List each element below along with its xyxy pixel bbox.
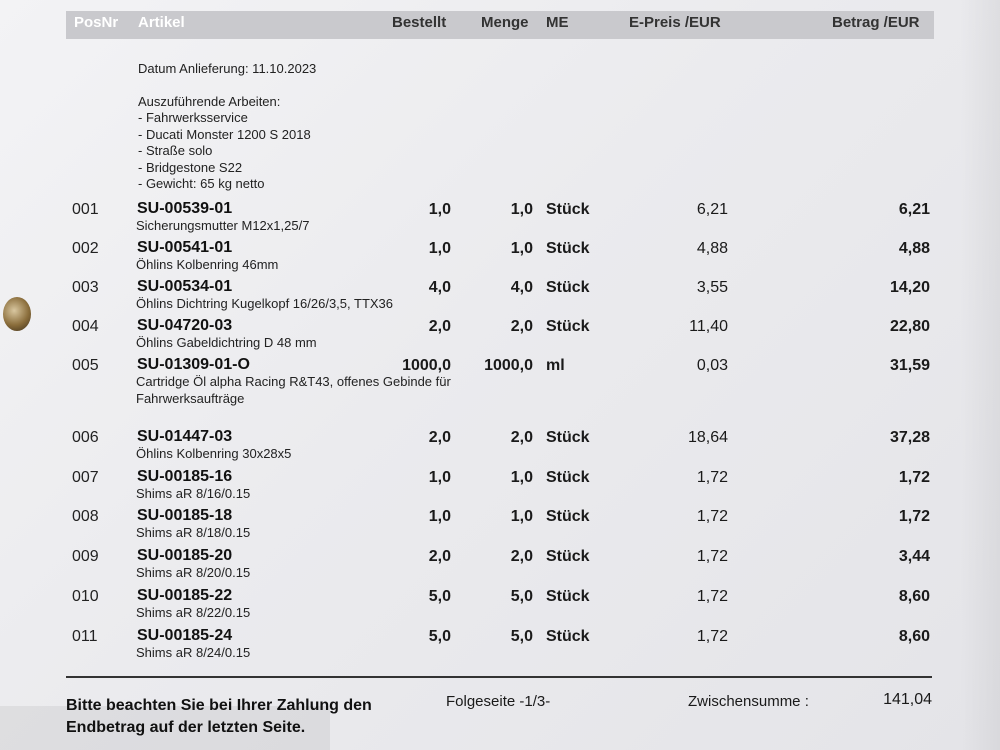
works-item: - Straße solo [138, 143, 213, 158]
row-menge: 1,0 [510, 240, 533, 257]
row-pos: 005 [72, 357, 99, 374]
row-desc: Shims aR 8/24/0.15 [136, 645, 251, 660]
works-item: - Gewicht: 65 kg netto [138, 176, 265, 191]
row-pos: 002 [72, 240, 99, 257]
payment-note [66, 695, 426, 739]
punch-hole [3, 297, 31, 331]
row-me: Stück [546, 588, 590, 605]
footer-divider [66, 676, 932, 678]
row-pos: 009 [72, 548, 99, 565]
row-betrag: 4,88 [898, 240, 930, 257]
row-pos: 010 [72, 588, 99, 605]
row-desc: Sicherungsmutter M12x1,25/7 [136, 218, 310, 233]
row-bestellt: 1,0 [428, 240, 451, 257]
row-code: SU-00534-01 [137, 278, 233, 295]
row-bestellt: 5,0 [428, 628, 451, 645]
row-betrag: 31,59 [889, 357, 930, 374]
row-desc: Öhlins Kolbenring 30x28x5 [136, 446, 292, 461]
row-me: Stück [546, 201, 590, 218]
payment-note-line: Endbetrag auf der letzten Seite. [66, 719, 306, 736]
row-desc: Öhlins Dichtring Kugelkopf 16/26/3,5, TTX36 [136, 296, 394, 311]
works-item: - Fahrwerksservice [138, 110, 248, 125]
row-bestellt: 2,0 [428, 318, 451, 335]
row-pos: 003 [72, 279, 99, 296]
row-pos: 006 [72, 429, 99, 446]
row-preis: 0,03 [696, 357, 728, 374]
row-me: Stück [546, 628, 590, 645]
row-me: Stück [546, 469, 590, 486]
row-desc: Shims aR 8/16/0.15 [136, 486, 251, 501]
row-menge: 5,0 [510, 588, 533, 605]
row-code: SU-01447-03 [137, 428, 233, 445]
row-bestellt: 2,0 [428, 429, 451, 446]
row-preis: 1,72 [696, 469, 728, 486]
row-menge: 5,0 [510, 628, 533, 645]
row-preis: 6,21 [696, 201, 728, 218]
row-pos: 001 [72, 201, 99, 218]
header-artikel: Artikel [138, 14, 185, 31]
row-me: Stück [546, 318, 590, 335]
row-preis: 1,72 [696, 548, 728, 565]
row-pos: 004 [72, 318, 99, 335]
header-bestellt: Bestellt [392, 14, 447, 31]
row-preis: 11,40 [689, 318, 728, 335]
row-bestellt: 4,0 [428, 279, 451, 296]
row-menge: 2,0 [510, 429, 533, 446]
row-menge: 2,0 [510, 318, 533, 335]
header-menge: Menge [481, 14, 529, 31]
works-item: - Bridgestone S22 [138, 159, 243, 175]
row-desc-continued: Fahrwerksaufträge [136, 391, 245, 406]
row-betrag: 37,28 [889, 429, 930, 446]
row-pos: 007 [72, 469, 99, 486]
subtotal-value: 141,04 [883, 691, 932, 708]
row-bestellt: 5,0 [428, 588, 451, 605]
row-code: SU-00185-20 [137, 547, 233, 564]
row-desc: Shims aR 8/22/0.15 [136, 605, 251, 620]
row-code: SU-00185-22 [137, 587, 233, 604]
row-preis: 1,72 [696, 508, 728, 525]
row-bestellt: 1,0 [428, 508, 451, 525]
row-preis: 3,55 [696, 279, 728, 296]
works-title: Auszuführende Arbeiten: [138, 94, 281, 109]
row-code: SU-00185-16 [137, 468, 233, 485]
row-menge: 1,0 [510, 469, 533, 486]
row-desc: Öhlins Kolbenring 46mm [136, 257, 279, 272]
row-menge: 1,0 [510, 508, 533, 525]
row-desc: Cartridge Öl alpha Racing R&T43, offenes Gebinde für [136, 374, 451, 389]
row-betrag: 8,60 [898, 588, 930, 605]
row-preis: 1,72 [696, 588, 728, 605]
row-betrag: 6,21 [898, 201, 930, 218]
row-code: SU-00185-24 [137, 627, 233, 644]
works-item: - Ducati Monster 1200 S 2018 [138, 126, 311, 142]
row-menge: 1,0 [510, 201, 533, 218]
row-code: SU-04720-03 [137, 317, 233, 334]
payment-note-line: Bitte beachten Sie bei Ihrer Zahlung den [66, 697, 372, 714]
row-preis: 18,64 [687, 429, 728, 446]
row-me: ml [546, 357, 565, 374]
row-me: Stück [546, 548, 590, 565]
subtotal-label: Zwischensumme : [688, 693, 809, 710]
row-desc: Shims aR 8/20/0.15 [136, 565, 251, 580]
paper-shadow [960, 0, 1000, 750]
row-me: Stück [546, 240, 590, 257]
row-desc: Öhlins Gabeldichtring D 48 mm [136, 335, 317, 350]
row-preis: 4,88 [696, 240, 728, 257]
row-menge: 1000,0 [484, 357, 533, 374]
row-bestellt: 1000,0 [402, 357, 451, 374]
row-pos: 008 [72, 508, 99, 525]
header-me: ME [546, 14, 569, 31]
row-code: SU-00539-01 [137, 200, 233, 217]
row-betrag: 3,44 [898, 548, 930, 565]
row-bestellt: 1,0 [428, 469, 451, 486]
works-list [138, 110, 311, 193]
row-me: Stück [546, 429, 590, 446]
header-betrag: Betrag /EUR [832, 14, 920, 31]
row-desc: Shims aR 8/18/0.15 [136, 525, 251, 540]
header-epreis: E-Preis /EUR [629, 14, 721, 31]
row-pos: 011 [72, 628, 98, 645]
row-me: Stück [546, 279, 590, 296]
row-betrag: 1,72 [898, 469, 930, 486]
row-betrag: 8,60 [898, 628, 930, 645]
header-posnr: PosNr [74, 14, 119, 31]
row-preis: 1,72 [696, 628, 728, 645]
row-code: SU-00541-01 [137, 239, 233, 256]
row-betrag: 1,72 [898, 508, 930, 525]
row-menge: 2,0 [510, 548, 533, 565]
delivery-date: Datum Anlieferung: 11.10.2023 [138, 61, 317, 76]
row-betrag: 22,80 [889, 318, 930, 335]
row-code: SU-00185-18 [137, 507, 233, 524]
page-indicator: Folgeseite -1/3- [446, 693, 551, 710]
row-betrag: 14,20 [889, 279, 930, 296]
row-bestellt: 2,0 [428, 548, 451, 565]
row-menge: 4,0 [510, 279, 533, 296]
row-code: SU-01309-01-O [137, 356, 250, 373]
row-bestellt: 1,0 [428, 201, 451, 218]
row-me: Stück [546, 508, 590, 525]
